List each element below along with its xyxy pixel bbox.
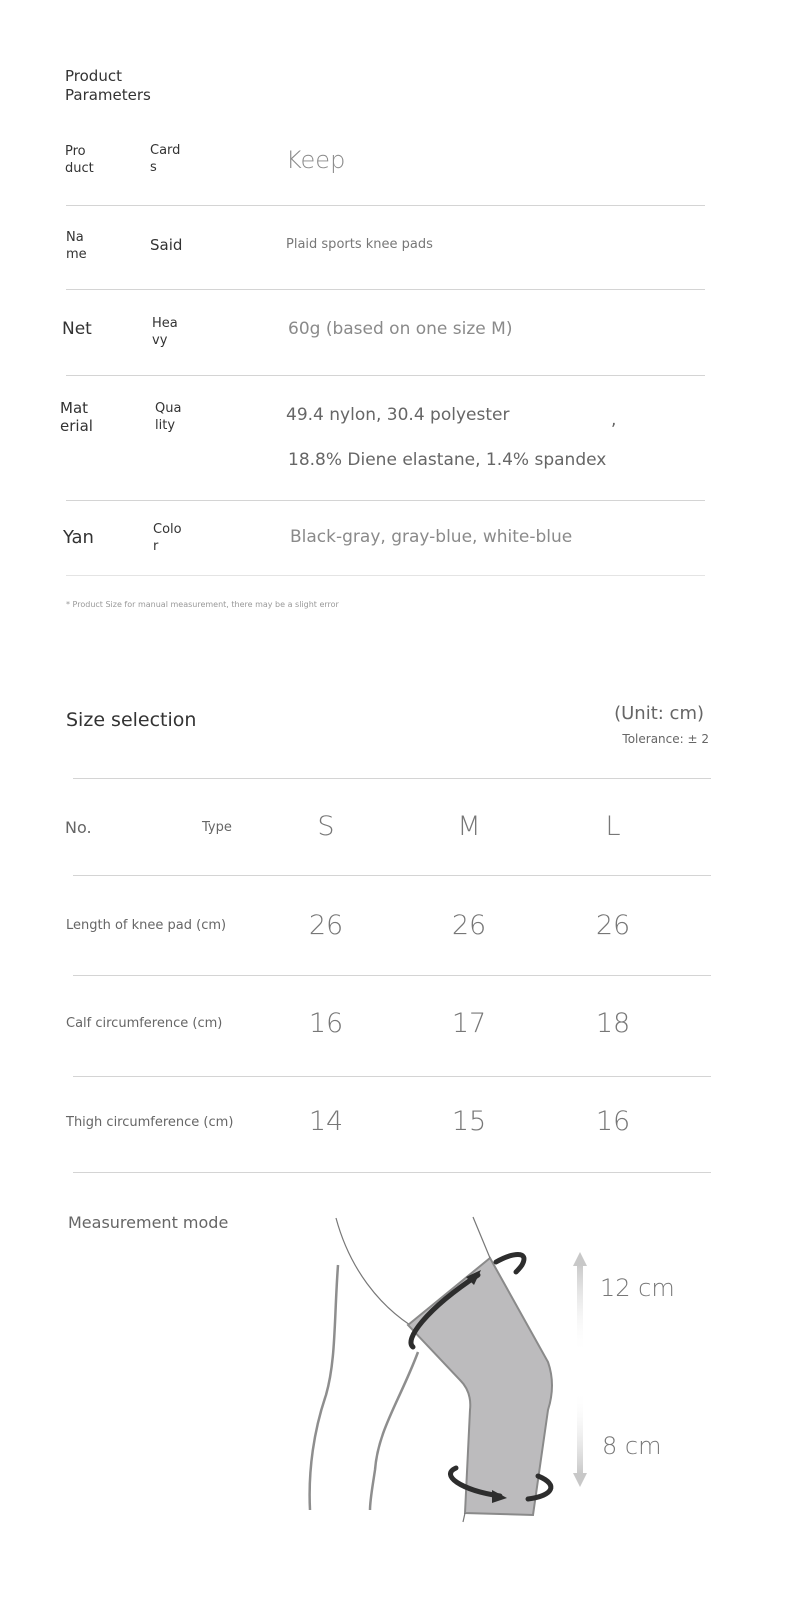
param-value: 49.4 nylon, 30.4 polyester xyxy=(286,405,510,425)
upper-arrow xyxy=(411,1275,478,1347)
param-key-2: Qua lity xyxy=(155,401,182,433)
knee-pad-shape xyxy=(408,1258,552,1515)
row-label: Length of knee pad (cm) xyxy=(66,918,227,933)
param-key-2: Card s xyxy=(150,143,181,175)
lower-arrow xyxy=(528,1476,551,1499)
divider xyxy=(66,575,705,576)
divider xyxy=(73,1076,711,1077)
value-s: 26 xyxy=(308,910,344,941)
upper-length-arrowhead xyxy=(573,1252,587,1266)
upper-arrow xyxy=(496,1255,524,1273)
divider xyxy=(66,375,705,376)
upper-length-bar xyxy=(577,1264,583,1354)
params-note: * Product Size for manual measurement, there may be a slight error xyxy=(66,600,339,609)
param-key-1: Yan xyxy=(63,527,94,548)
param-key-2: Said xyxy=(150,236,183,254)
leg-outline xyxy=(310,1265,338,1510)
value-m: 17 xyxy=(451,1008,487,1039)
param-value-comma: , xyxy=(611,410,617,430)
value-l: 26 xyxy=(595,910,631,941)
divider xyxy=(73,1172,711,1173)
row-label: Thigh circumference (cm) xyxy=(66,1115,234,1130)
param-key-2: Colo r xyxy=(153,522,182,554)
param-value-line2: 18.8% Diene elastane, 1.4% spandex xyxy=(288,450,607,470)
leg-outline xyxy=(370,1352,418,1510)
lower-arrow xyxy=(450,1468,500,1496)
value-s: 14 xyxy=(308,1106,344,1137)
header-size-s: S xyxy=(317,811,335,842)
header-size-m: M xyxy=(457,811,481,842)
param-key-1: Na me xyxy=(66,230,87,262)
size-title: Size selection xyxy=(66,709,197,731)
divider xyxy=(73,975,711,976)
params-title: Product Parameters xyxy=(65,67,151,104)
value-l: 16 xyxy=(595,1106,631,1137)
value-m: 26 xyxy=(451,910,487,941)
divider xyxy=(66,289,705,290)
divider xyxy=(66,500,705,501)
divider xyxy=(73,875,711,876)
lower-length-bar xyxy=(577,1390,583,1474)
divider xyxy=(73,778,711,779)
tolerance-label: Tolerance: ± 2 xyxy=(622,732,709,746)
param-value: 60g (based on one size M) xyxy=(288,319,513,339)
header-size-l: L xyxy=(605,811,621,842)
leg-outline xyxy=(463,1513,465,1522)
header-type: Type xyxy=(202,820,232,835)
header-no: No. xyxy=(65,818,92,837)
lower-length-label: 8 cm xyxy=(602,1432,662,1460)
arrow-head xyxy=(466,1270,481,1285)
param-key-1: Mat erial xyxy=(60,399,93,435)
param-value: Keep xyxy=(286,146,346,174)
arrow-head xyxy=(492,1490,507,1503)
leg-outline xyxy=(336,1218,410,1325)
row-label: Calf circumference (cm) xyxy=(66,1016,223,1031)
leg-outline xyxy=(473,1217,490,1258)
upper-length-label: 12 cm xyxy=(600,1274,675,1302)
divider xyxy=(66,205,705,206)
lower-length-arrowhead xyxy=(573,1473,587,1487)
param-key-1: Pro duct xyxy=(65,144,94,176)
value-m: 15 xyxy=(451,1106,487,1137)
param-key-2: Hea vy xyxy=(152,316,178,348)
param-key-1: Net xyxy=(62,319,92,339)
param-value: Plaid sports knee pads xyxy=(286,237,433,252)
value-l: 18 xyxy=(595,1008,631,1039)
param-value: Black-gray, gray-blue, white-blue xyxy=(290,527,573,547)
value-s: 16 xyxy=(308,1008,344,1039)
unit-label: (Unit: cm) xyxy=(614,703,704,724)
measurement-title: Measurement mode xyxy=(68,1213,229,1232)
